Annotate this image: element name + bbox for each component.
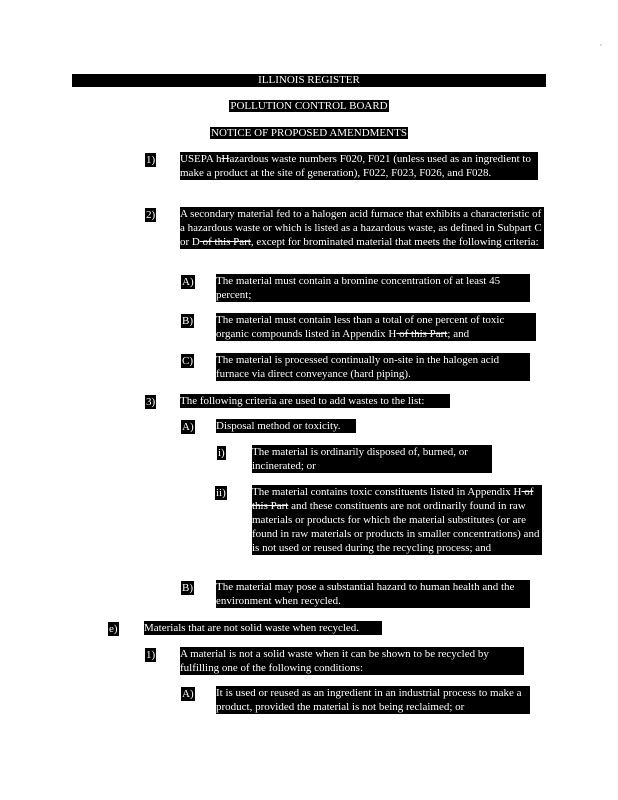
item-1-label: 1) [146,154,156,166]
item-3aii-text [252,485,542,555]
item-2b-text [216,313,536,341]
item-3aii-text-a: The material contains toxic constituents listed in Appendix H [252,486,522,498]
item-3-text: The following criteria are used to add wastes to the list: [180,394,450,408]
board-title: POLLUTION CONTROL BOARD [230,100,388,112]
item-1-text [180,152,538,180]
item-3aii-label: ii) [216,487,226,499]
item-2b-text-b: ; and [447,328,470,340]
section-e-label: e) [109,623,118,635]
item-2b-label: B) [182,315,193,327]
item-3b-text: The material may pose a substantial hazard to human health and the environment when recycled. [216,580,530,608]
section-e-1a-label: A) [182,688,194,700]
item-3ai-text: The material is ordinarily disposed of, burned, or incinerated; or [252,445,492,473]
item-2a-text: The material must contain a bromine concentration of at least 45 percent; [216,274,530,302]
item-1-prefix: USEPA h [180,153,222,165]
item-3a-label: A) [182,421,194,433]
item-2b-struck: of this Part [396,328,448,340]
notice-title: NOTICE OF PROPOSED AMENDMENTS [211,127,407,139]
item-3a-text: Disposal method or toxicity. [216,419,356,433]
register-title: ILLINOIS REGISTER [258,74,360,86]
item-1-struck: H [221,153,230,165]
item-2b-text-a: The material must contain less than a total of one percent of toxic organic compounds listed in Appendix H [216,314,505,340]
item-2-text-a: A secondary material fed to a halogen acid furnace that exhibits a characteristic of a hazardous waste or which is listed as a hazardous waste, as defined in Subpart C or D [180,208,542,248]
item-2c-label: C) [182,355,193,367]
item-1-rest: azardous waste numbers F020, F021 (unless used as an ingredient to make a product at the site of generation), F022, F023, F026, and F028. [180,153,531,179]
section-e-1-text: A material is not a solid waste when it can be shown to be recycled by fulfilling one of the following conditions: [180,647,524,675]
item-3ai-label: i) [218,447,225,459]
section-e-text: Materials that are not solid waste when recycled. [144,621,382,635]
scan-speck [600,44,602,46]
item-3aii-text-b: and these constituents are not ordinarily found in raw materials or products for which the material substitutes (or are found in raw materials or products in smaller concentrations) and is not used or reused during the recycling process; and [252,500,540,554]
section-e-1a-text: It is used or reused as an ingredient in an industrial process to make a product, provided the material is not being reclaimed; or [216,686,530,714]
item-2-struck: of this Part [199,236,251,248]
item-3-label: 3) [146,396,156,408]
item-2-text-b: , except for brominated material that meets the following criteria: [250,236,539,248]
item-2a-label: A) [182,276,194,288]
section-e-1-label: 1) [146,649,156,661]
item-2c-text: The material is processed continually on-site in the halogen acid furnace via direct conveyance (hard piping). [216,353,530,381]
item-2-text [180,207,544,249]
item-3aii-struck: of this Part [252,486,534,512]
item-2-label: 2) [146,209,156,221]
item-3b-label: B) [182,582,193,594]
